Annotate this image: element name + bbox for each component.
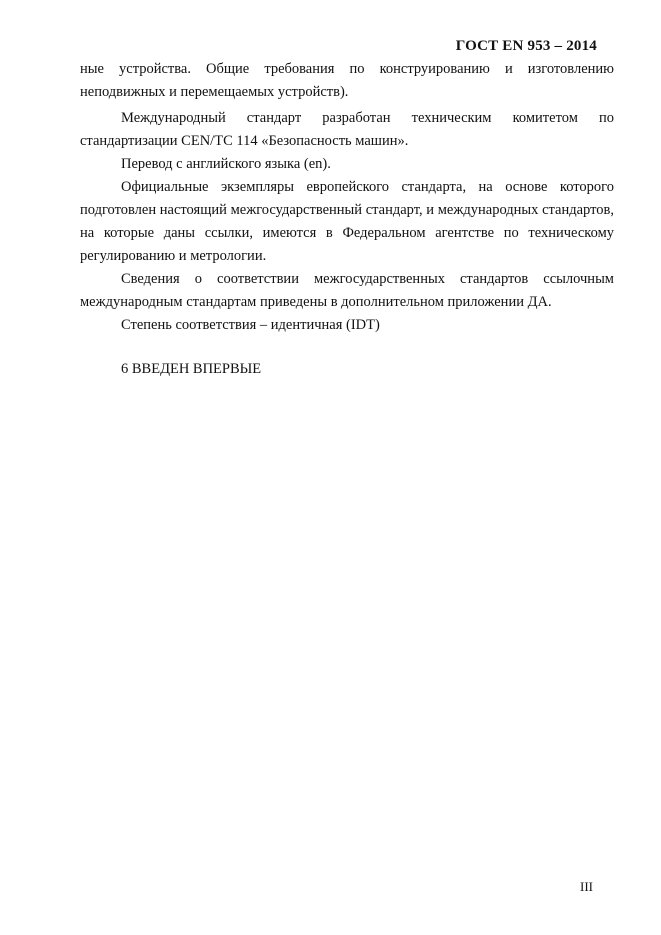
- standard-designation: ГОСТ EN 953 – 2014: [455, 38, 597, 54]
- paragraph-official-copies: Официальные экземпляры европейского стандарта, на основе которого подготовлен настоящий межгосударственный стандарт, и международных стандартов, на которые даны ссылки, имеются в Федеральном агентстве по техническому регулированию и метрологии.: [80, 179, 614, 264]
- paragraph-continuation: ные устройства. Общие требования по конструированию и изготовлению неподвижных и перемещаемых устройств).: [80, 61, 614, 100]
- paragraph-translation: Перевод с английского языка (en).: [121, 156, 331, 172]
- paragraph-degree-of-correspondence: Степень соответствия – идентичная (IDT): [121, 317, 380, 333]
- page-number: III: [580, 879, 593, 894]
- section-6-heading: 6 ВВЕДЕН ВПЕРВЫЕ: [121, 361, 262, 377]
- paragraph-developer: Международный стандарт разработан техническим комитетом по стандартизации CEN/TC 114 «Безопасность машин».: [80, 110, 614, 149]
- paragraph-correspondence: Сведения о соответствии межгосударственных стандартов ссылочным международным стандартам приведены в дополнительном приложении ДА.: [80, 271, 614, 310]
- document-body: [80, 58, 614, 337]
